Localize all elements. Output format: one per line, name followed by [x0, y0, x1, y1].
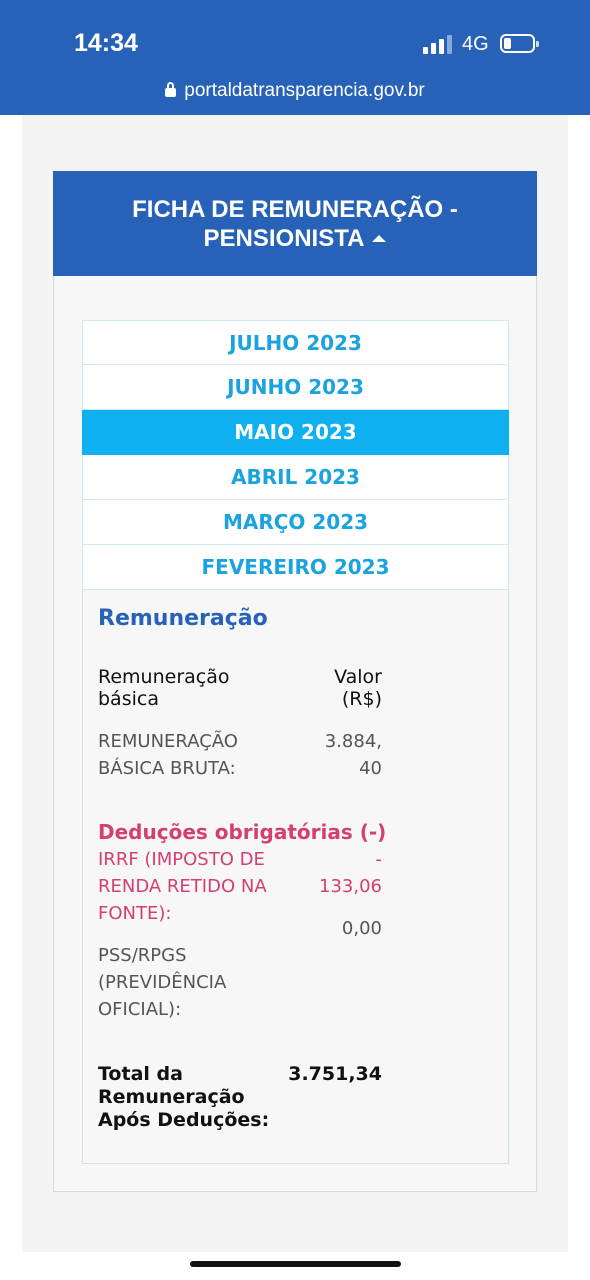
pss-label-1: PSS/RPGS — [98, 945, 187, 966]
basic-gross-label-2: BÁSICA BRUTA: — [98, 758, 236, 779]
total-label-1: Total da — [98, 1063, 183, 1085]
card-title-line1: FICHA DE REMUNERAÇÃO - — [132, 196, 458, 223]
irrf-label-2: RENDA RETIDO NA — [98, 876, 267, 897]
total-value: 3.751,34 — [288, 1063, 382, 1085]
irrf-label-1: IRRF (IMPOSTO DE — [98, 849, 265, 870]
browser-top-bar — [0, 0, 590, 115]
header-value-1: Valor — [334, 666, 382, 688]
section-title: Remuneração — [98, 606, 268, 631]
card-header-toggle[interactable] — [53, 171, 537, 276]
header-label-2: básica — [98, 688, 159, 710]
pss-row — [98, 942, 382, 1023]
table-header — [98, 666, 382, 710]
battery-icon — [500, 34, 535, 53]
pss-label-2: (PREVIDÊNCIA — [98, 972, 227, 993]
address-bar[interactable] — [0, 80, 590, 102]
lock-icon — [165, 88, 176, 97]
month-tab-abril-2023[interactable]: ABRIL 2023 — [82, 455, 509, 500]
month-list — [82, 320, 509, 590]
header-label-1: Remuneração — [98, 666, 230, 688]
basic-gross-value-2: 40 — [359, 758, 382, 779]
month-tab-maio-2023[interactable]: MAIO 2023 — [82, 410, 509, 455]
pss-value: 0,00 — [341, 918, 382, 939]
caret-up-icon — [372, 235, 386, 242]
total-label-3: Após Deduções: — [98, 1109, 270, 1131]
url-text: portaldatransparencia.gov.br — [184, 80, 425, 101]
total-label-2: Remuneração — [98, 1086, 245, 1108]
card-title-line2: PENSIONISTA — [203, 225, 365, 252]
total-row — [98, 1063, 382, 1132]
month-tab-marco-2023[interactable]: MARÇO 2023 — [82, 500, 509, 545]
header-value-2: (R$) — [341, 688, 382, 710]
status-time: 14:34 — [74, 29, 138, 57]
network-type: 4G — [462, 33, 489, 55]
deductions-title: Deduções obrigatórias (-) — [98, 820, 387, 844]
month-tab-junho-2023[interactable]: JUNHO 2023 — [82, 365, 509, 410]
irrf-label-3: FONTE): — [98, 903, 172, 924]
irrf-value-1: - — [375, 849, 382, 870]
basic-gross-row — [98, 728, 382, 782]
basic-gross-value-1: 3.884, — [324, 731, 382, 752]
remuneration-details — [98, 606, 388, 1131]
pss-label-3: OFICIAL): — [98, 999, 182, 1020]
home-indicator[interactable] — [190, 1261, 401, 1267]
month-tab-fevereiro-2023[interactable]: FEVEREIRO 2023 — [82, 545, 509, 590]
irrf-value-2: 133,06 — [319, 876, 382, 897]
month-tab-julho-2023[interactable]: JULHO 2023 — [82, 320, 509, 365]
signal-strength-icon — [423, 34, 453, 54]
basic-gross-label-1: REMUNERAÇÃO — [98, 731, 238, 752]
